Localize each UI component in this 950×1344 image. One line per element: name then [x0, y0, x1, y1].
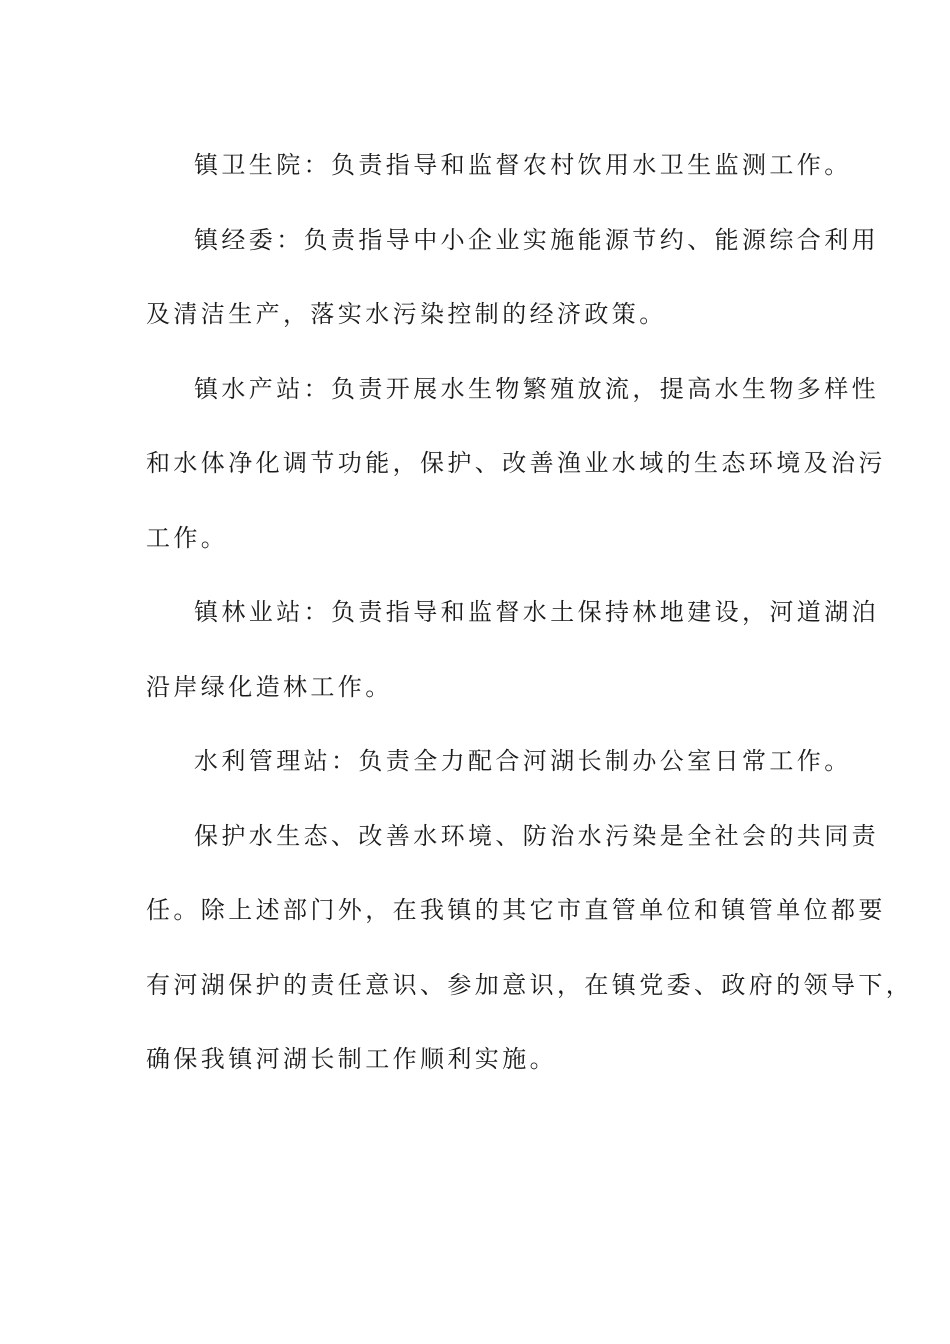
- paragraph-line: 镇卫生院：负责指导和监督农村饮用水卫生监测工作。: [194, 151, 852, 179]
- paragraph-line: 和水体净化调节功能，保护、改善渔业水域的生态环境及治污: [146, 449, 886, 477]
- paragraph-line: 有河湖保护的责任意识、参加意识，在镇党委、政府的领导下，: [146, 970, 914, 999]
- paragraph-water-management-station: [146, 724, 852, 799]
- paragraph-line: 镇林业站：负责指导和监督水土保持林地建设，河道湖泊: [194, 598, 879, 626]
- paragraph-town-economic-committee: [146, 203, 879, 352]
- paragraph-line: 保护水生态、改善水环境、防治水污染是全社会的共同责: [194, 821, 879, 850]
- paragraph-town-aquatic-station: [146, 352, 886, 576]
- paragraph-line: 确保我镇河湖长制工作顺利实施。: [146, 1045, 557, 1073]
- paragraph-line: 工作。: [146, 523, 229, 552]
- paragraph-town-forestry-station: [146, 575, 879, 724]
- document-body: [146, 128, 914, 1097]
- paragraph-line: 镇经委：负责指导中小企业实施能源节约、能源综合利用: [194, 225, 879, 254]
- paragraph-town-health-center: [146, 128, 852, 203]
- paragraph-line: 任。除上述部门外，在我镇的其它市直管单位和镇管单位都要: [146, 896, 886, 924]
- paragraph-line: 镇水产站：负责开展水生物繁殖放流，提高水生物多样性: [194, 374, 879, 403]
- paragraph-shared-responsibility: [146, 799, 914, 1097]
- paragraph-line: 水利管理站：负责全力配合河湖长制办公室日常工作。: [194, 747, 852, 775]
- paragraph-line: 沿岸绿化造林工作。: [146, 672, 393, 701]
- paragraph-line: 及清洁生产，落实水污染控制的经济政策。: [146, 300, 667, 328]
